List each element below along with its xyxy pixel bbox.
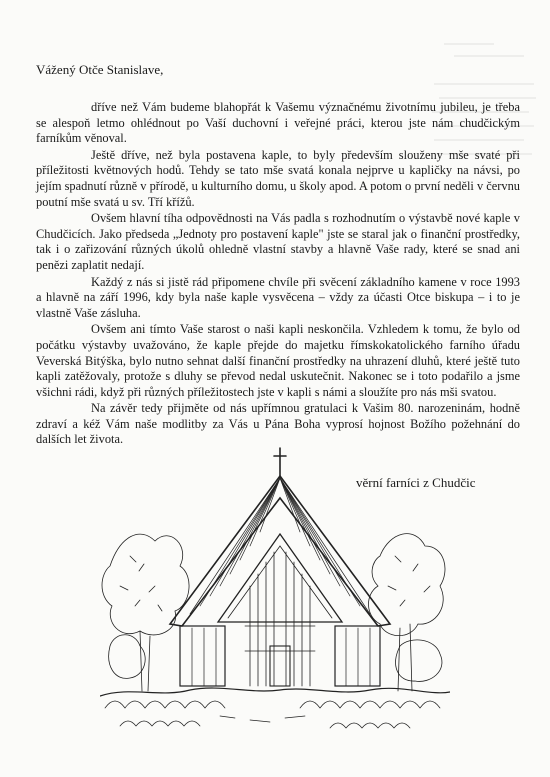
paragraph: Ovšem hlavní tíha odpovědnosti na Vás padla s rozhodnutím o výstavbě nové kaple v Chudčicích. Jako předseda „Jednoty pro postavení kaple" jste se staral jak o finanční prostředky, tak i o zařizování různých úkolů ohledně vlastní stavby a hlavně Vaše rady, které se snad ani penězi zaplatit nedají. [36, 211, 520, 272]
chapel-drawing [100, 446, 450, 751]
paragraph: Ještě dříve, než byla postavena kaple, to byly především slouženy mše svaté při příležitosti květnových hodů. Tehdy se tato mše svatá konala nejprve u kapličky na návsi, po jejím spadnutí různě v přírodě, u kulturního domu, u školy apod. A potom o první neděli v červnu poutní mše svatá u sv. Tří křížů. [36, 147, 520, 209]
paragraph: dříve než Vám budeme blahopřát k Vašemu význačnému životnímu jubileu, je třeba se alespoň letmo ohlédnout po Vaší duchovní i veřejné práci, kterou jste nám chudčickým farníkům věnoval. [36, 100, 520, 146]
letter-greeting: Vážený Otče Stanislave, [36, 62, 164, 77]
paragraph: Každý z nás si jistě rád připomene chvíle při svěcení základního kamene v roce 1993 a hlavně na září 1996, kdy byla naše kaple vysvěcena – vždy za účasti Otce biskupa – i to je vlastně Vaše zásluha. [36, 274, 520, 320]
letter-body [36, 100, 520, 449]
paragraph: Na závěr tedy přijměte od nás upřímnou gratulaci k Vašim 80. narozeninám, hodně zdraví a kéž Vám naše modlitby za Vás u Pána Boha vyprosí hojnost Božího požehnání do dalších let života. [36, 401, 520, 447]
letter-signature: věrní farníci z Chudčic [356, 475, 476, 490]
paragraph: Ovšem ani tímto Vaše starost o naši kapli neskončila. Vzhledem k tomu, že bylo od počátku výstavby uvažováno, že kaple přejde do majetku římskokatolického farního úřadu Veverská Bitýška, bylo nutno sehnat další finanční prostředky na uhrazení dluhů, které ještě tuto kapli zatěžovaly, protože s dluhy se převod nedal uskutečnit. Nakonec se i toto podařilo a jsme všichni rádi, když při různých příležitostech jste v kapli s námi a sloužíte pro nás mši svatou. [36, 322, 520, 399]
